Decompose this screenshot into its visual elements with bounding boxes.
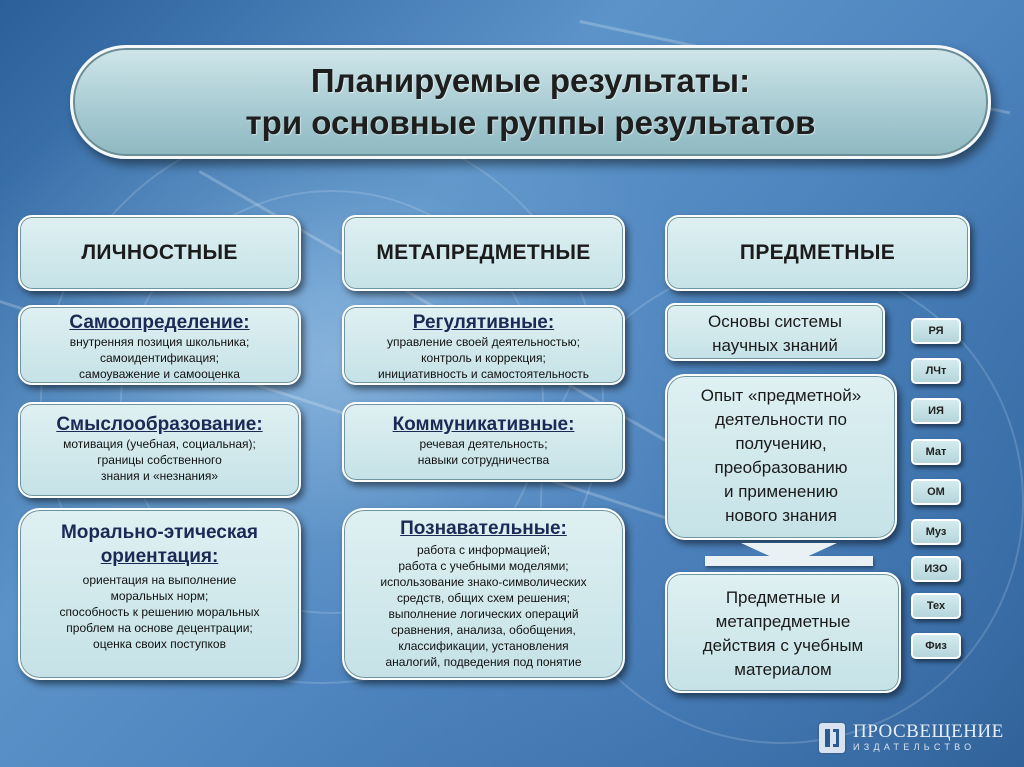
personal-moral-ethical	[18, 508, 301, 680]
header-subject	[665, 215, 970, 291]
block-title: Коммуникативные:	[392, 414, 575, 435]
block-line: контроль и коррекция;	[421, 351, 546, 365]
subject-tag-label: Физ	[925, 640, 947, 652]
meta-cognitive	[342, 508, 625, 680]
header-meta-label: МЕТАПРЕДМЕТНЫЕ	[376, 241, 591, 264]
subject-actions	[665, 572, 901, 693]
block-line: нового знания	[725, 506, 837, 525]
block-line: классификации, установления	[398, 639, 569, 653]
block-line: управление своей деятельностью;	[386, 335, 581, 349]
block-line: и применению	[724, 482, 838, 501]
block-line: выполнение логических операций	[388, 607, 579, 621]
subject-tag	[911, 358, 961, 384]
header-personal	[18, 215, 301, 291]
subject-tag-label: РЯ	[928, 325, 944, 337]
personal-self-determination	[18, 305, 301, 385]
header-personal-label: ЛИЧНОСТНЫЕ	[81, 241, 238, 264]
subject-tag	[911, 318, 961, 344]
subject-tag-label: ЛЧт	[925, 365, 947, 377]
block-line: Основы системы	[708, 312, 842, 331]
subject-tag	[911, 398, 961, 424]
block-line: использование знако-символических	[380, 575, 587, 589]
subject-tag-label: ОМ	[927, 486, 945, 498]
block-line: самоуважение и самооценка	[79, 367, 240, 381]
subject-tag	[911, 439, 961, 465]
block-line: аналогий, подведения под понятие	[385, 655, 582, 669]
block-line: научных знаний	[712, 336, 838, 355]
block-line: работа с учебными моделями;	[398, 559, 569, 573]
block-title: Смыслообразование:	[56, 414, 263, 435]
block-line: проблем на основе децентрации;	[66, 621, 253, 635]
meta-communicative	[342, 402, 625, 482]
subject-tag	[911, 479, 961, 505]
block-line: работа с информацией;	[416, 543, 551, 557]
block-line: ориентация на выполнение	[82, 573, 237, 587]
block-line: самоидентификация;	[100, 351, 219, 365]
block-line: навыки сотрудничества	[417, 453, 550, 467]
publisher-logo-text	[853, 722, 1004, 753]
block-title: Самоопределение:	[69, 312, 250, 333]
subject-tag-label: Муз	[925, 526, 947, 538]
block-title: ориентация:	[100, 546, 219, 567]
publisher-logo-icon	[819, 723, 845, 753]
block-line: моральных норм;	[110, 589, 209, 603]
block-line: Опыт «предметной»	[700, 386, 862, 405]
block-line: средств, общих схем решения;	[396, 591, 570, 605]
block-line: речевая деятельность;	[419, 437, 548, 451]
subject-tag	[911, 633, 961, 659]
subject-tag-label: ИЗО	[924, 563, 948, 575]
block-line: деятельности по	[715, 410, 847, 429]
block-line: Предметные и	[725, 588, 841, 607]
block-line: сравнения, анализа, обобщения,	[391, 623, 576, 637]
subject-tag	[911, 556, 961, 582]
block-line: материалом	[734, 660, 832, 679]
personal-meaning-formation	[18, 402, 301, 498]
block-line: инициативность и самостоятельность	[377, 367, 590, 381]
block-line: действия с учебным	[702, 636, 864, 655]
subject-tag	[911, 519, 961, 545]
block-line: границы собственного	[97, 453, 222, 467]
subject-knowledge-basics	[665, 303, 885, 361]
block-title: Познавательные:	[400, 518, 567, 539]
subject-tag-label: Тех	[926, 600, 946, 612]
subject-tag-label: ИЯ	[928, 405, 944, 417]
meta-regulatory	[342, 305, 625, 385]
block-title: Регулятивные:	[412, 312, 555, 333]
block-line: знания и «незнания»	[100, 469, 219, 483]
block-line: мотивация (учебная, социальная);	[63, 437, 256, 451]
publisher-logo	[819, 722, 1004, 753]
publisher-name: ПРОСВЕЩЕНИЕ	[853, 721, 1004, 742]
header-meta	[342, 215, 625, 291]
subject-tag-label: Мат	[925, 446, 947, 458]
title-line-1: Планируемые результаты:	[310, 62, 751, 99]
block-line: способность к решению моральных	[59, 605, 260, 619]
down-arrow-icon	[741, 543, 837, 565]
block-line: оценка своих поступков	[93, 637, 226, 651]
block-title: Морально-этическая	[60, 522, 259, 543]
title-line-2: три основные группы результатов	[245, 104, 816, 141]
block-line: преобразованию	[714, 458, 848, 477]
subject-activity-experience	[665, 374, 897, 540]
subject-tag	[911, 593, 961, 619]
block-line: метапредметные	[715, 612, 851, 631]
block-line: внутренняя позиция школьника;	[69, 335, 250, 349]
publisher-subtitle: ИЗДАТЕЛЬСТВО	[853, 742, 976, 752]
header-subject-label: ПРЕДМЕТНЫЕ	[739, 241, 896, 264]
title-banner	[70, 45, 991, 159]
block-line: получению,	[735, 434, 827, 453]
